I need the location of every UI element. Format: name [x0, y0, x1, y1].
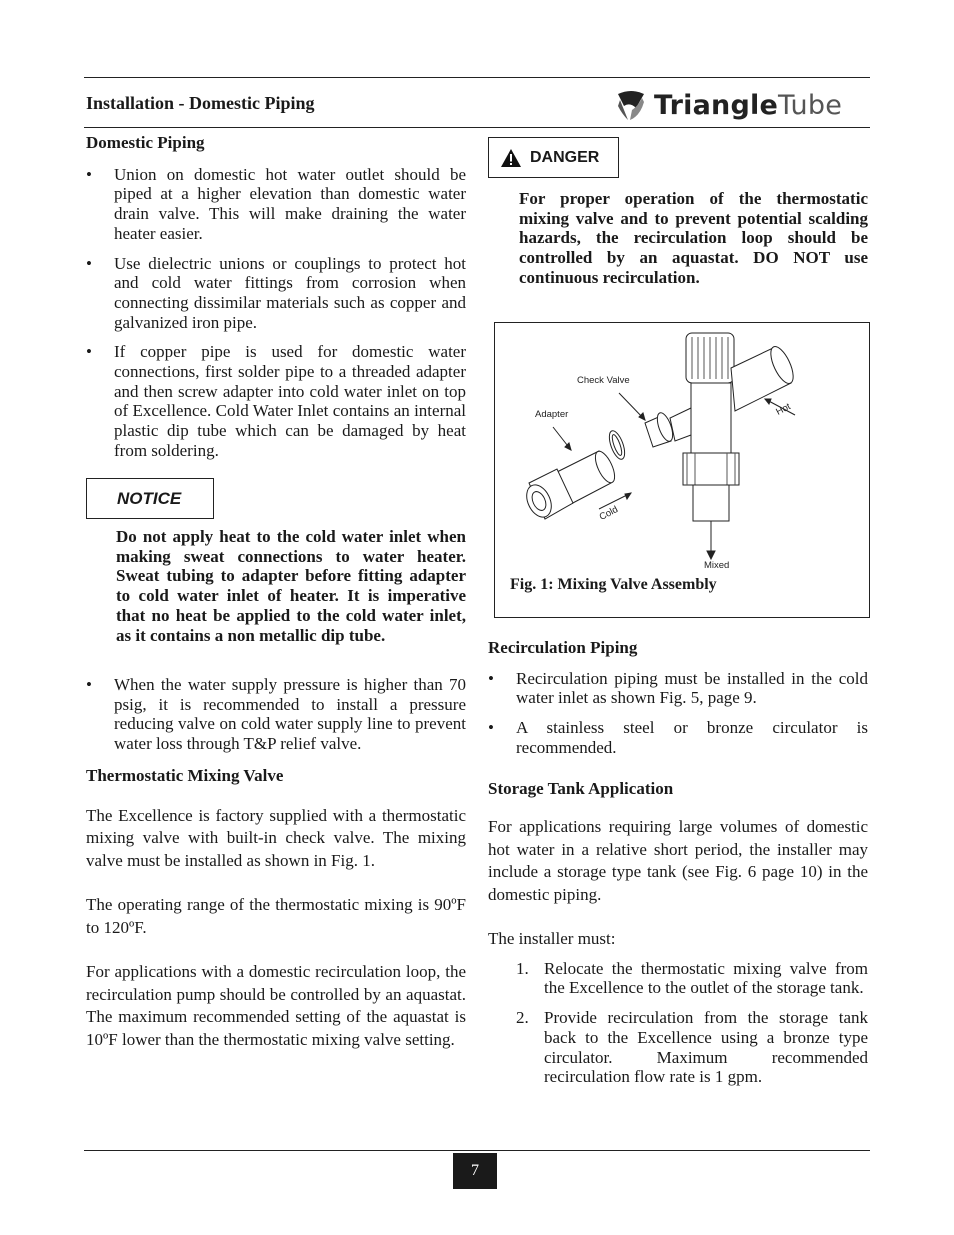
mixed-label: Mixed — [704, 560, 730, 571]
mixing-valve-figure — [494, 322, 870, 618]
recirculation-heading: Recirculation Piping — [488, 638, 638, 657]
triangletube-logo — [614, 88, 842, 122]
storage-paragraph-2: The installer must: — [488, 929, 616, 949]
notice-label: NOTICE — [117, 488, 182, 508]
domestic-piping-list — [86, 165, 466, 461]
hot-label: Hot — [774, 401, 793, 418]
logo-bold: Triangle — [654, 89, 778, 121]
step-number: 2. — [516, 1008, 529, 1028]
list-item: • A stainless steel or bronze circulator is recommended. — [488, 718, 868, 757]
warning-triangle-icon — [500, 148, 522, 168]
mixing-paragraph-1: The Excellence is factory supplied with a thermostatic mixing valve with built-in check valve. The mixing valve must be installed as shown in Fig. 1. — [86, 805, 466, 870]
recirculation-list — [488, 669, 868, 758]
notice-label-box — [86, 478, 214, 519]
mixed-pipe — [693, 485, 729, 521]
logo-light: Tube — [777, 89, 843, 121]
step-number: 1. — [516, 958, 529, 978]
danger-label-box — [488, 137, 619, 178]
header-bottom-rule — [84, 127, 870, 128]
list-item: • Union on domestic hot water outlet should be piped at a higher elevation than domestic water drain valve. This will make draining the water heater easier. — [86, 165, 466, 244]
storage-steps-list — [488, 959, 868, 1087]
logo-wordmark — [654, 89, 843, 121]
storage-paragraph-1: For applications requiring large volumes of domestic hot water in a relative short period, the installer may include a storage type tank (see Fig. 6 page 10) in the domestic piping. — [488, 817, 868, 904]
list-item: • Use dielectric unions or couplings to protect hot and cold water fittings from corrosion when connecting dissimilar materials such as copper and galvanized iron pipe. — [86, 254, 466, 333]
pressure-list — [86, 675, 466, 754]
list-item — [516, 959, 868, 998]
mixing-valve-diagram — [495, 323, 871, 619]
footer-rule — [84, 1150, 870, 1151]
list-item — [516, 1008, 868, 1087]
danger-label: DANGER — [530, 148, 600, 166]
check-valve-label: Check Valve — [577, 375, 630, 386]
mixing-paragraph-2: The operating range of the thermostatic mixing is 90ºF to 120ºF. — [86, 895, 466, 937]
left-column-lower — [86, 675, 466, 1051]
list-item: • Recirculation piping must be installed in the cold water inlet as shown Fig. 5, page 9. — [488, 669, 868, 708]
triangle-logo-icon — [614, 88, 648, 122]
notice-text: Do not apply heat to the cold water inlet when making sweat connections to water heater. Sweat tubing to adapter before fitting adapter to cold water inlet of heater. It is imperative that no heat be applied to the cold water inlet, as it contains a non metallic dip tube. — [116, 527, 466, 645]
page-title: Installation - Domestic Piping — [86, 93, 315, 113]
figure-caption: Fig. 1: Mixing Valve Assembly — [510, 576, 717, 593]
right-column-lower — [488, 638, 868, 1097]
list-item: • When the water supply pressure is higher than 70 psig, it is recommended to install a pressure reducing valve on cold water supply line to prevent water loss through T&P relief valve. — [86, 675, 466, 754]
lower-union-nut — [683, 453, 739, 485]
storage-tank-heading: Storage Tank Application — [488, 778, 674, 798]
mixing-paragraph-3: For applications with a domestic recirculation loop, the recirculation pump should be controlled by an aquastat. The maximum recommended setting of the aquastat is 10ºF lower than the thermostatic mixing valve setting. — [86, 962, 466, 1049]
step-text: Relocate the thermostatic mixing valve from the Excellence to the outlet of the storage tank. — [544, 958, 868, 998]
mixing-valve-heading: Thermostatic Mixing Valve — [86, 765, 284, 785]
cold-inlet-stub — [670, 408, 691, 441]
page-number: 7 — [453, 1153, 497, 1189]
left-column — [86, 132, 466, 471]
step-text: Provide recirculation from the storage tank back to the Excellence using a bronze type circulator. Maximum recommended recirculation flow rate is 1 gpm. — [544, 1008, 868, 1087]
header-top-rule — [84, 77, 870, 78]
danger-text: For proper operation of the thermostatic mixing valve and to prevent potential scalding hazards, the recirculation loop should be controlled by an aquastat. DO NOT use continuous recirculation. — [519, 189, 868, 287]
domestic-piping-heading: Domestic Piping — [86, 133, 205, 152]
cold-label: Cold — [597, 504, 620, 523]
adapter-label: Adapter — [535, 409, 569, 420]
list-item: • If copper pipe is used for domestic water connections, first solder pipe to a threaded adapter and then screw adapter into cold water inlet on top of Excellence. Cold Water Inlet contains an internal plastic dip tube which can be damaged by heat from soldering. — [86, 342, 466, 460]
